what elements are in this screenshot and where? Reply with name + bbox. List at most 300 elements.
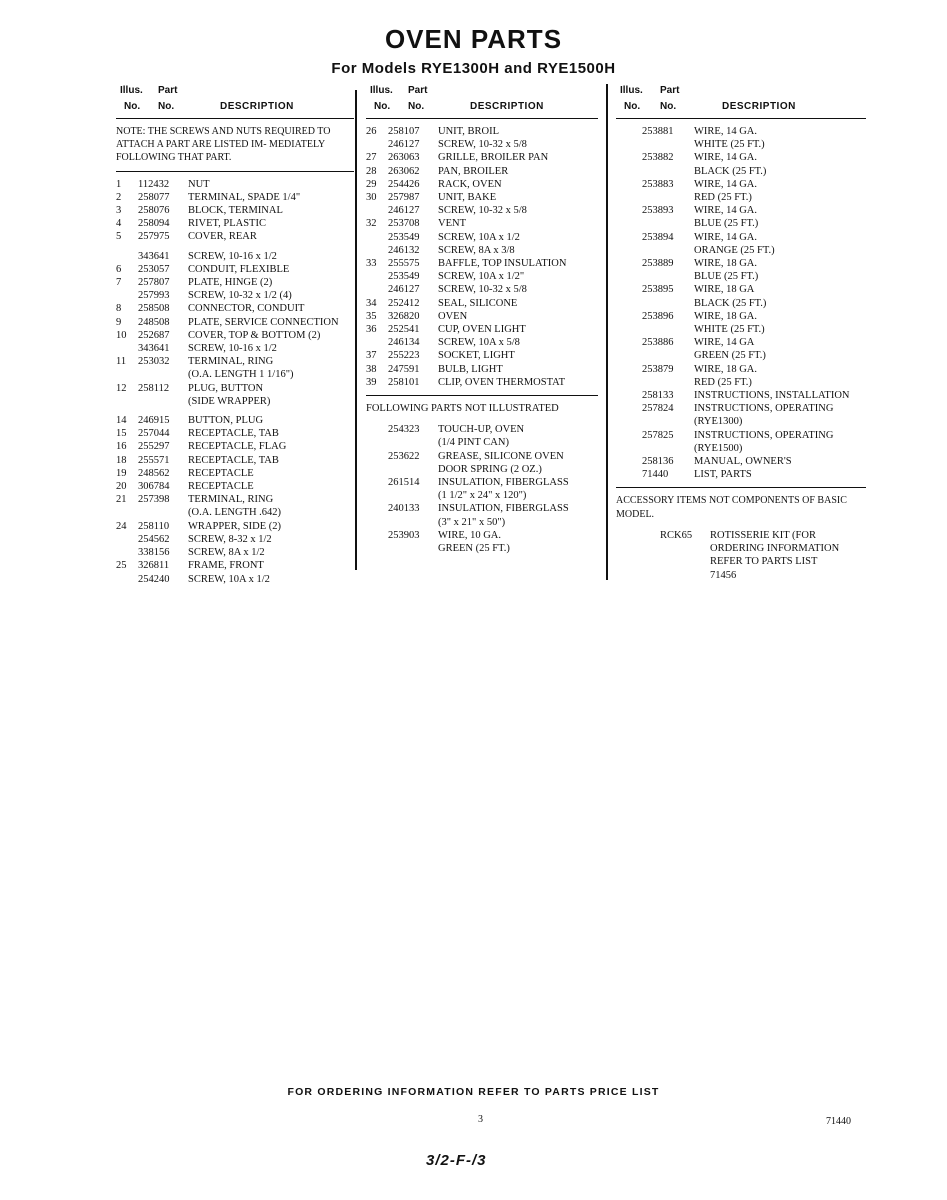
part-number: 253032 <box>138 356 170 368</box>
description-header: DESCRIPTION <box>220 101 294 112</box>
part-number: 255297 <box>138 441 170 453</box>
illus-number: 38 <box>366 363 377 375</box>
table-row <box>616 283 866 296</box>
column-header <box>616 82 866 118</box>
part-description: INSTRUCTIONS, OPERATING <box>694 403 834 415</box>
part-description: SCREW, 10-32 x 5/8 <box>438 284 527 296</box>
table-row <box>616 468 866 481</box>
table-row <box>116 191 354 204</box>
illus-number <box>366 476 388 489</box>
part-number: RCK65 <box>660 529 693 541</box>
table-row <box>116 316 354 329</box>
part-number: 252412 <box>388 297 420 309</box>
table-row <box>366 310 598 323</box>
table-row <box>366 231 598 244</box>
part-description: PAN, BROILER <box>438 165 509 177</box>
part-number: 253549 <box>388 231 420 243</box>
illus-number <box>616 191 642 204</box>
parts-column-3 <box>616 82 866 582</box>
table-row <box>366 376 598 389</box>
part-description: SCREW, 10A x 1/2 <box>438 231 520 243</box>
part-description: ORANGE (25 FT.) <box>694 244 775 256</box>
table-row <box>116 454 354 467</box>
table-row <box>366 489 598 502</box>
part-number: 71440 <box>642 469 669 481</box>
table-row <box>116 395 354 408</box>
table-row <box>116 480 354 493</box>
part-description: PLATE, HINGE (2) <box>188 277 273 289</box>
illus-number: 39 <box>366 376 377 388</box>
part-number: 258094 <box>138 218 170 230</box>
illus-number: 15 <box>116 428 127 440</box>
parts-column-1 <box>116 82 354 586</box>
illus-number: 8 <box>116 303 122 315</box>
part-number: 240133 <box>388 503 420 515</box>
table-row <box>116 382 354 395</box>
part-description: PLATE, SERVICE CONNECTION <box>188 316 339 328</box>
part-number: 253622 <box>388 450 420 462</box>
table-row <box>116 289 354 302</box>
part-number: 246127 <box>388 205 420 217</box>
illus-number <box>366 270 388 283</box>
illus-number <box>366 423 388 436</box>
part-header: Part <box>660 85 680 96</box>
accessory-row <box>616 529 866 582</box>
table-row <box>116 329 354 342</box>
section-rule <box>616 487 866 488</box>
part-description: SEAL, SILICONE <box>438 297 518 309</box>
part-description: BLUE (25 FT.) <box>694 218 759 230</box>
part-description: SCREW, 10-32 x 5/8 <box>438 139 527 151</box>
part-description: PLUG, BUTTON <box>188 382 264 394</box>
part-number: 306784 <box>138 481 170 493</box>
illus-number: 4 <box>116 218 122 230</box>
part-number: 253882 <box>642 152 674 164</box>
table-row <box>366 204 598 217</box>
illus-number: 37 <box>366 350 377 362</box>
part-description: BUTTON, PLUG <box>188 415 264 427</box>
section-rule <box>116 171 354 172</box>
illus-number <box>616 204 642 217</box>
description-line: ORDERING INFORMATION <box>710 543 840 555</box>
part-description: WIRE, 14 GA. <box>694 231 757 243</box>
part-number: 252687 <box>138 329 170 341</box>
illus-number <box>616 323 642 336</box>
part-number <box>642 297 694 310</box>
illus-number <box>616 336 642 349</box>
table-row <box>366 336 598 349</box>
illus-number <box>616 349 642 362</box>
part-description: CUP, OVEN LIGHT <box>438 324 526 336</box>
illus-number: 26 <box>366 126 377 137</box>
part-description: WIRE, 14 GA. <box>694 205 757 217</box>
table-row <box>116 178 354 191</box>
illus-number <box>116 289 138 302</box>
illus-number <box>616 244 642 257</box>
table-row <box>616 125 866 138</box>
illus-number: 24 <box>116 520 127 532</box>
column-header <box>366 82 598 118</box>
table-row <box>616 323 866 336</box>
no-header: No. <box>124 101 141 112</box>
part-number: 253881 <box>642 126 674 137</box>
table-row <box>616 257 866 270</box>
table-row <box>366 217 598 230</box>
part-description: WRAPPER, SIDE (2) <box>188 520 282 532</box>
illus-number <box>366 204 388 217</box>
table-row <box>616 442 866 455</box>
part-number <box>138 368 188 381</box>
part-description: WHITE (25 FT.) <box>694 139 765 151</box>
part-description: UNIT, BAKE <box>438 192 497 204</box>
illus-number <box>116 368 138 381</box>
part-number: 326811 <box>138 560 170 572</box>
illus-number <box>366 138 388 151</box>
column-divider <box>355 90 357 570</box>
table-row <box>116 230 354 243</box>
illus-number <box>616 165 642 178</box>
part-number: 263062 <box>388 165 420 177</box>
part-number <box>642 165 694 178</box>
table-row <box>116 506 354 519</box>
table-row <box>366 244 598 257</box>
illus-number <box>366 336 388 349</box>
illus-number: 10 <box>116 329 127 341</box>
ordering-info: FOR ORDERING INFORMATION REFER TO PARTS PRICE LIST <box>287 1086 660 1098</box>
part-number: 257398 <box>138 494 170 506</box>
illus-number <box>116 573 138 586</box>
table-row <box>366 191 598 204</box>
part-number: 253894 <box>642 231 674 243</box>
part-header: Part <box>408 85 428 96</box>
table-row <box>616 363 866 376</box>
illus-number <box>116 506 138 519</box>
table-row <box>616 178 866 191</box>
part-number: 343641 <box>138 250 170 262</box>
table-row <box>366 297 598 310</box>
table-row <box>116 467 354 480</box>
part-description: LIST, PARTS <box>694 469 752 481</box>
document-number: 71440 <box>826 1116 851 1127</box>
illus-number: 35 <box>366 310 377 322</box>
part-description: BAFFLE, TOP INSULATION <box>438 258 567 270</box>
table-row <box>116 533 354 546</box>
part-number: 254240 <box>138 573 170 585</box>
part-number: 257987 <box>388 192 420 204</box>
part-description: WIRE, 18 GA. <box>694 310 757 322</box>
part-description: INSTRUCTIONS, INSTALLATION <box>694 390 850 402</box>
illus-number <box>366 489 388 502</box>
part-description: WIRE, 18 GA. <box>694 258 757 270</box>
part-number: 253549 <box>388 271 420 283</box>
illus-number: 34 <box>366 297 377 309</box>
part-description: (SIDE WRAPPER) <box>188 395 271 407</box>
illus-number: 1 <box>116 178 122 190</box>
table-row <box>366 138 598 151</box>
illus-number <box>616 389 642 402</box>
illus-number: 19 <box>116 467 127 479</box>
table-row <box>116 414 354 427</box>
part-description: BLACK (25 FT.) <box>694 165 767 177</box>
not-illustrated-label: FOLLOWING PARTS NOT ILLUSTRATED <box>366 403 559 415</box>
column-divider <box>606 84 608 580</box>
part-number: 258110 <box>138 520 170 532</box>
illus-number <box>616 125 642 138</box>
illus-number <box>616 376 642 389</box>
illus-number: 28 <box>366 165 377 177</box>
no-header: No. <box>624 101 641 112</box>
part-number: 261514 <box>388 477 420 489</box>
illus-number: 25 <box>116 560 127 572</box>
part-description: OVEN <box>438 310 468 322</box>
part-description: WHITE (25 FT.) <box>694 324 765 336</box>
part-description: SCREW, 10-16 x 1/2 <box>188 343 277 355</box>
part-description: TERMINAL, RING <box>188 494 274 506</box>
part-description: WIRE, 14 GA <box>694 337 755 349</box>
part-number: 246915 <box>138 415 170 427</box>
part-description: GREASE, SILICONE OVEN <box>438 450 564 462</box>
part-number: 255223 <box>388 350 420 362</box>
parts-list-not-illustrated <box>366 423 598 555</box>
part-description: SCREW, 8A x 1/2 <box>188 547 265 559</box>
part-description: WIRE, 14 GA. <box>694 178 757 190</box>
part-description: SCREW, 10A x 1/2" <box>438 271 525 283</box>
part-description: RACK, OVEN <box>438 178 502 190</box>
table-row <box>616 138 866 151</box>
table-row <box>116 573 354 586</box>
description-header: DESCRIPTION <box>470 101 544 112</box>
part-description: SCREW, 8-32 x 1/2 <box>188 533 272 545</box>
part-number <box>138 395 188 408</box>
part-description: (1/4 PINT CAN) <box>438 437 509 449</box>
part-number <box>642 270 694 283</box>
table-row <box>116 493 354 506</box>
table-row <box>616 151 866 164</box>
part-number: 343641 <box>138 343 170 355</box>
table-row <box>366 450 598 463</box>
table-row <box>366 257 598 270</box>
description-line: REFER TO PARTS LIST <box>710 556 818 568</box>
part-number: 258077 <box>138 191 170 203</box>
parts-column-2 <box>366 82 598 555</box>
part-description: RECEPTACLE <box>188 481 254 493</box>
part-number: 253895 <box>642 284 674 296</box>
table-row <box>116 250 354 263</box>
parts-list <box>116 178 354 586</box>
part-number: 247591 <box>388 363 420 375</box>
illus-number <box>616 231 642 244</box>
part-description: RECEPTACLE, TAB <box>188 454 279 466</box>
part-number: 246127 <box>388 139 420 151</box>
illus-number: 29 <box>366 178 377 190</box>
part-description: RED (25 FT.) <box>694 376 752 388</box>
part-number: 263063 <box>388 152 420 164</box>
part-description: NUT <box>188 178 210 190</box>
illus-number: 36 <box>366 324 377 336</box>
illus-number <box>366 231 388 244</box>
table-row <box>116 440 354 453</box>
accessory-note: ACCESSORY ITEMS NOT COMPONENTS OF BASIC MODEL. <box>616 495 847 520</box>
part-description: RECEPTACLE, FLAG <box>188 441 287 453</box>
part-description: RECEPTACLE <box>188 467 254 479</box>
table-row <box>616 336 866 349</box>
part-number: 255571 <box>138 454 170 466</box>
illus-number <box>616 283 642 296</box>
illus-number <box>616 442 642 455</box>
handwritten-code: 3/2-F-/3 <box>426 1152 487 1169</box>
part-description: VENT <box>438 218 466 230</box>
table-row <box>616 297 866 310</box>
part-description: MANUAL, OWNER'S <box>694 456 792 468</box>
table-row <box>616 349 866 362</box>
illus-number <box>366 542 388 555</box>
table-row <box>616 204 866 217</box>
part-number: 254323 <box>388 424 420 436</box>
page-number: 3 <box>478 1114 483 1125</box>
illus-number: 9 <box>116 316 122 328</box>
part-description: WIRE, 10 GA. <box>438 529 501 541</box>
illus-number <box>366 436 388 449</box>
illus-number <box>616 455 642 468</box>
part-description: COVER, TOP & BOTTOM (2) <box>188 329 321 341</box>
part-number: 254426 <box>388 178 420 190</box>
table-row <box>366 516 598 529</box>
part-description: BLUE (25 FT.) <box>694 271 759 283</box>
header-rule <box>616 118 866 119</box>
part-number: 258508 <box>138 303 170 315</box>
table-row <box>366 178 598 191</box>
no-header: No. <box>660 101 677 112</box>
table-row <box>116 368 354 381</box>
part-number <box>642 244 694 257</box>
part-number: 255575 <box>388 258 420 270</box>
table-row <box>616 244 866 257</box>
part-description: (1 1/2" x 24" x 120") <box>438 490 527 502</box>
table-row <box>366 125 598 138</box>
illus-number <box>116 533 138 546</box>
part-description: GREEN (25 FT.) <box>694 350 766 362</box>
part-description: RED (25 FT.) <box>694 192 752 204</box>
part-description: CONDUIT, FLEXIBLE <box>188 263 290 275</box>
illus-number <box>616 151 642 164</box>
illus-number <box>116 546 138 559</box>
part-number: 258133 <box>642 390 674 402</box>
illus-number <box>366 244 388 257</box>
part-description: BULB, LIGHT <box>438 363 503 375</box>
part-description: SCREW, 10-16 x 1/2 <box>188 250 277 262</box>
table-row <box>366 323 598 336</box>
part-number: 253057 <box>138 263 170 275</box>
table-row <box>616 376 866 389</box>
page-subtitle: For Models RYE1300H and RYE1500H <box>331 60 616 77</box>
table-row <box>366 529 598 542</box>
illus-number: 16 <box>116 441 127 453</box>
part-number: 258107 <box>388 126 420 137</box>
accessory-description <box>710 529 839 582</box>
part-number: 253883 <box>642 178 674 190</box>
illus-number <box>366 463 388 476</box>
illus-number <box>366 502 388 515</box>
table-row <box>116 263 354 276</box>
part-description: WIRE, 14 GA. <box>694 152 757 164</box>
part-description: SCREW, 10-32 x 5/8 <box>438 205 527 217</box>
part-number: 258136 <box>642 456 674 468</box>
table-row <box>616 165 866 178</box>
part-number: 253893 <box>642 205 674 217</box>
table-row <box>366 502 598 515</box>
part-number: 248562 <box>138 467 170 479</box>
table-row <box>616 402 866 415</box>
illus-number <box>616 178 642 191</box>
part-number: 257975 <box>138 231 170 243</box>
table-row <box>616 191 866 204</box>
part-number: 257993 <box>138 290 170 302</box>
illus-number <box>366 283 388 296</box>
part-description: BLACK (25 FT.) <box>694 297 767 309</box>
illus-number <box>116 395 138 408</box>
table-row <box>616 310 866 323</box>
illus-number <box>616 297 642 310</box>
table-row <box>616 389 866 402</box>
part-number: 257044 <box>138 428 170 440</box>
part-description: (O.A. LENGTH 1 1/16") <box>188 369 294 381</box>
no-header: No. <box>158 101 175 112</box>
illus-number: 7 <box>116 277 122 289</box>
table-row <box>366 463 598 476</box>
parts-list <box>366 125 598 389</box>
illus-header: Illus. <box>120 85 143 96</box>
illus-number <box>616 257 642 270</box>
note-text: NOTE: THE SCREWS AND NUTS REQUIRED TO ATTACH A PART ARE LISTED IM- MEDIATELY FOLLOWING THAT PART. <box>116 126 331 164</box>
part-number <box>642 138 694 151</box>
description-header: DESCRIPTION <box>722 101 796 112</box>
part-description: (O.A. LENGTH .642) <box>188 507 282 519</box>
part-number <box>642 191 694 204</box>
part-number: 253879 <box>642 363 674 375</box>
illus-number <box>616 402 642 415</box>
illus-number: 2 <box>116 191 122 203</box>
illus-header: Illus. <box>370 85 393 96</box>
page-title: OVEN PARTS <box>384 24 563 54</box>
part-description: RIVET, PLASTIC <box>188 218 266 230</box>
part-description: TERMINAL, SPADE 1/4" <box>188 191 301 203</box>
part-description: GRILLE, BROILER PAN <box>438 152 549 164</box>
part-description: CONNECTOR, CONDUIT <box>188 303 305 315</box>
part-number: 253896 <box>642 310 674 322</box>
part-number <box>138 506 188 519</box>
part-number: 257825 <box>642 429 674 441</box>
table-row <box>616 455 866 468</box>
no-header: No. <box>408 101 425 112</box>
table-row <box>616 415 866 428</box>
part-description: SCREW, 10A x 1/2 <box>188 573 270 585</box>
illus-number <box>616 415 642 428</box>
table-row <box>366 283 598 296</box>
illus-number <box>116 342 138 355</box>
part-number: 257824 <box>642 403 674 415</box>
part-number: 112432 <box>138 178 170 190</box>
table-row <box>366 165 598 178</box>
column-header <box>116 82 354 118</box>
part-description: SCREW, 10-32 x 1/2 (4) <box>188 290 292 302</box>
table-row <box>116 355 354 368</box>
illus-number <box>616 310 642 323</box>
illus-number: 14 <box>116 415 127 427</box>
header-rule <box>116 118 354 119</box>
table-row <box>116 204 354 217</box>
table-row <box>116 427 354 440</box>
part-description: DOOR SPRING (2 OZ.) <box>438 463 542 475</box>
